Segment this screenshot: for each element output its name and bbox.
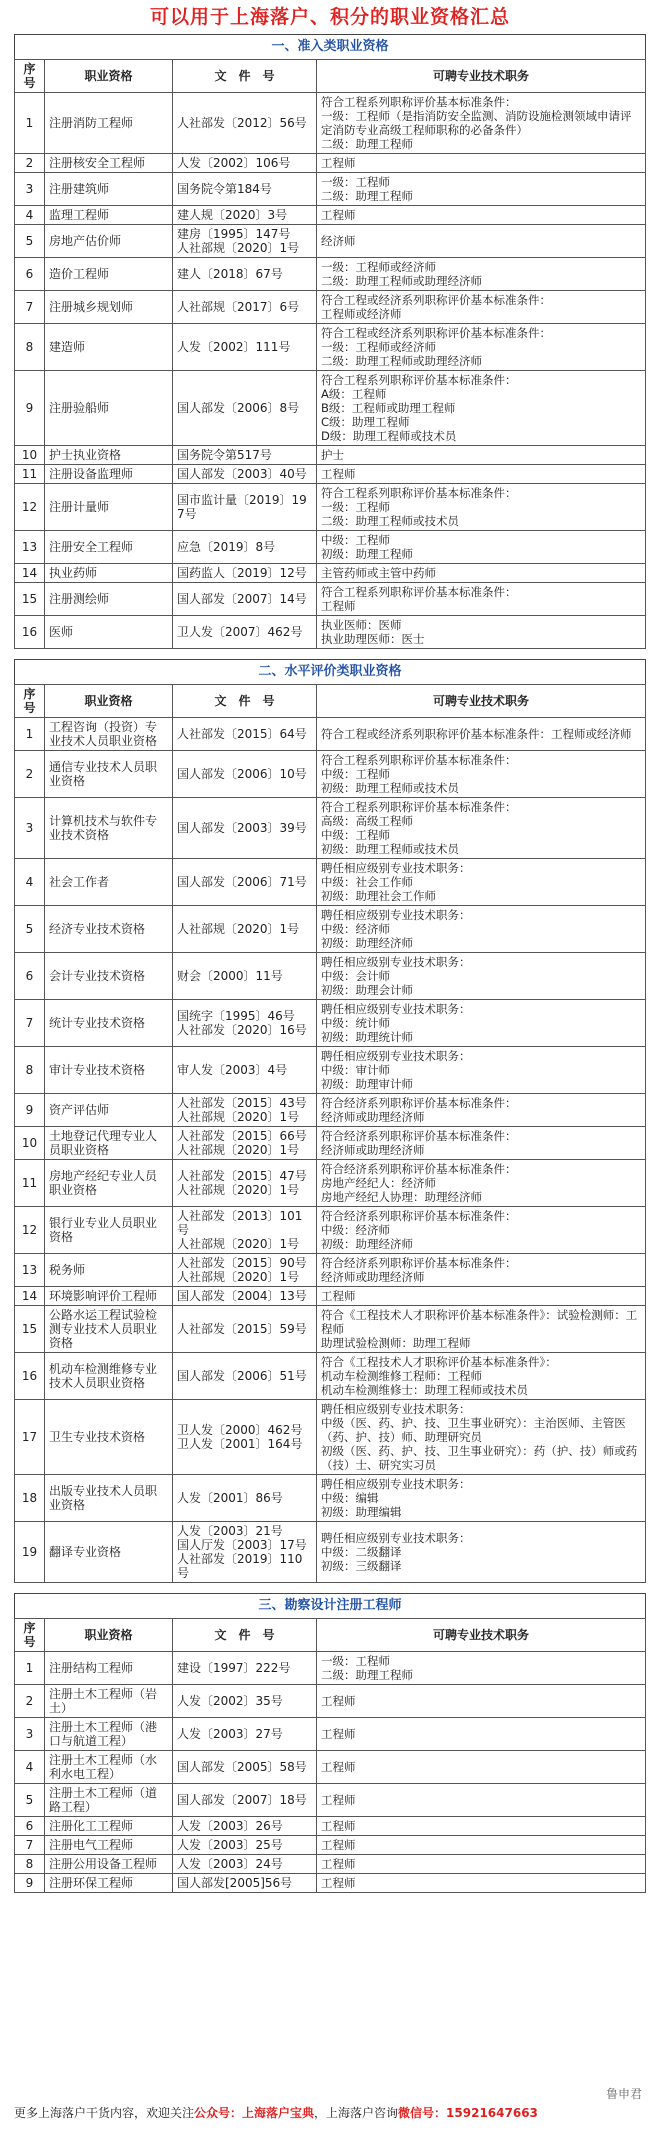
table-row [15, 718, 646, 751]
table-header-row [15, 685, 646, 718]
footer-gzh: 公众号：上海落户宝典 [194, 2106, 315, 2120]
qualification-table [14, 684, 646, 1583]
cell-doc: 人发〔2003〕21号 国人厅发〔2003〕17号 人社部发〔2019〕110号 [173, 1522, 317, 1583]
cell-job: 聘任相应级别专业技术职务： 中级：社会工作师 初级：助理社会工作师 [317, 859, 646, 906]
table-row [15, 953, 646, 1000]
cell-name: 银行业专业人员职业资格 [45, 1207, 173, 1254]
cell-doc: 国人部发〔2003〕40号 [173, 465, 317, 484]
cell-doc: 国人部发〔2007〕18号 [173, 1784, 317, 1817]
cell-name: 注册建筑师 [45, 173, 173, 206]
cell-name: 注册电气工程师 [45, 1836, 173, 1855]
cell-no: 1 [15, 1652, 45, 1685]
cell-doc: 审人发〔2003〕4号 [173, 1047, 317, 1094]
cell-no: 10 [15, 446, 45, 465]
cell-no: 9 [15, 1094, 45, 1127]
cell-no: 6 [15, 953, 45, 1000]
footer [14, 2102, 646, 2124]
cell-no: 7 [15, 291, 45, 324]
cell-doc: 国市监计量〔2019〕197号 [173, 484, 317, 531]
section-title: 三、勘察设计注册工程师 [14, 1593, 646, 1618]
table-row [15, 173, 646, 206]
cell-job: 护士 [317, 446, 646, 465]
cell-doc: 人发〔2002〕111号 [173, 324, 317, 371]
table-header-row [15, 60, 646, 93]
cell-name: 资产评估师 [45, 1094, 173, 1127]
cell-name: 土地登记代理专业人员职业资格 [45, 1127, 173, 1160]
header-no: 序号 [15, 685, 45, 718]
table-row [15, 1685, 646, 1718]
cell-doc: 人发〔2003〕24号 [173, 1855, 317, 1874]
table-row [15, 465, 646, 484]
cell-doc: 国人部发〔2005〕58号 [173, 1751, 317, 1784]
table-row [15, 1817, 646, 1836]
cell-name: 计算机技术与软件专业技术资格 [45, 798, 173, 859]
table-header-row [15, 1619, 646, 1652]
cell-job: 聘任相应级别专业技术职务： 中级：审计师 初级：助理审计师 [317, 1047, 646, 1094]
cell-name: 房地产估价师 [45, 225, 173, 258]
table-row [15, 1353, 646, 1400]
cell-no: 1 [15, 93, 45, 154]
cell-no: 9 [15, 1874, 45, 1893]
cell-job: 执业医师：医师 执业助理医师：医士 [317, 616, 646, 649]
cell-name: 审计专业技术资格 [45, 1047, 173, 1094]
cell-no: 8 [15, 324, 45, 371]
cell-job: 工程师 [317, 1784, 646, 1817]
table-row [15, 531, 646, 564]
cell-job: 工程师 [317, 1874, 646, 1893]
cell-name: 注册设备监理师 [45, 465, 173, 484]
header-job: 可聘专业技术职务 [317, 1619, 646, 1652]
cell-job: 符合经济系列职称评价基本标准条件： 经济师或助理经济师 [317, 1254, 646, 1287]
cell-no: 5 [15, 225, 45, 258]
cell-no: 4 [15, 1751, 45, 1784]
table-row [15, 291, 646, 324]
cell-no: 2 [15, 751, 45, 798]
cell-doc: 建人规〔2020〕3号 [173, 206, 317, 225]
cell-name: 税务师 [45, 1254, 173, 1287]
cell-doc: 人发〔2003〕27号 [173, 1718, 317, 1751]
cell-doc: 人社部发〔2015〕59号 [173, 1306, 317, 1353]
cell-no: 12 [15, 1207, 45, 1254]
table-row [15, 1855, 646, 1874]
cell-doc: 建设〔1997〕222号 [173, 1652, 317, 1685]
cell-name: 注册测绘师 [45, 583, 173, 616]
cell-no: 6 [15, 1817, 45, 1836]
table-row [15, 446, 646, 465]
header-name: 职业资格 [45, 1619, 173, 1652]
cell-no: 13 [15, 1254, 45, 1287]
cell-job: 符合经济系列职称评价基本标准条件： 房地产经纪人：经济师 房地产经纪人协理：助理经济师 [317, 1160, 646, 1207]
cell-job: 聘任相应级别专业技术职务： 中级：会计师 初级：助理会计师 [317, 953, 646, 1000]
cell-name: 注册验船师 [45, 371, 173, 446]
cell-no: 16 [15, 1353, 45, 1400]
cell-doc: 财会〔2000〕11号 [173, 953, 317, 1000]
cell-doc: 国人部发〔2006〕71号 [173, 859, 317, 906]
cell-job: 一级：工程师或经济师 二级：助理工程师或助理经济师 [317, 258, 646, 291]
cell-name: 工程咨询（投资）专业技术人员职业资格 [45, 718, 173, 751]
cell-name: 注册土木工程师（道路工程） [45, 1784, 173, 1817]
cell-no: 3 [15, 173, 45, 206]
cell-job: 符合《工程技术人才职称评价基本标准条件》： 机动车检测维修工程师：工程师 机动车检测维修士：助理工程师或技术员 [317, 1353, 646, 1400]
cell-doc: 应急〔2019〕8号 [173, 531, 317, 564]
cell-job: 工程师 [317, 1287, 646, 1306]
table-row [15, 1094, 646, 1127]
table-row [15, 371, 646, 446]
cell-job: 工程师 [317, 154, 646, 173]
footer-prefix: 更多上海落户干货内容，欢迎关注 [14, 2106, 195, 2120]
cell-job: 符合经济系列职称评价基本标准条件： 中级：经济师 初级：助理经济师 [317, 1207, 646, 1254]
table-row [15, 93, 646, 154]
footer-wechat-id: 微信号：15921647663 [398, 2106, 538, 2120]
cell-doc: 国务院令第517号 [173, 446, 317, 465]
cell-no: 7 [15, 1836, 45, 1855]
cell-doc: 国人部发〔2006〕10号 [173, 751, 317, 798]
cell-job: 主管药师或主管中药师 [317, 564, 646, 583]
cell-job: 工程师 [317, 206, 646, 225]
table-row [15, 583, 646, 616]
cell-name: 翻译专业资格 [45, 1522, 173, 1583]
cell-name: 注册计量师 [45, 484, 173, 531]
cell-no: 18 [15, 1475, 45, 1522]
table-row [15, 1874, 646, 1893]
table-row [15, 1836, 646, 1855]
cell-no: 11 [15, 465, 45, 484]
table-row [15, 1160, 646, 1207]
cell-job: 一级：工程师 二级：助理工程师 [317, 173, 646, 206]
qualification-table [14, 1618, 646, 1893]
table-row [15, 906, 646, 953]
cell-no: 17 [15, 1400, 45, 1475]
table-row [15, 751, 646, 798]
cell-name: 医师 [45, 616, 173, 649]
cell-job: 符合工程或经济系列职称评价基本标准条件： 工程师或经济师 [317, 291, 646, 324]
cell-name: 注册公用设备工程师 [45, 1855, 173, 1874]
cell-name: 环境影响评价工程师 [45, 1287, 173, 1306]
header-name: 职业资格 [45, 60, 173, 93]
cell-name: 统计专业技术资格 [45, 1000, 173, 1047]
table-row [15, 1751, 646, 1784]
section-title: 二、水平评价类职业资格 [14, 659, 646, 684]
cell-no: 14 [15, 564, 45, 583]
header-doc: 文 件 号 [173, 685, 317, 718]
cell-job: 聘任相应级别专业技术职务： 中级：统计师 初级：助理统计师 [317, 1000, 646, 1047]
header-doc: 文 件 号 [173, 1619, 317, 1652]
cell-job: 一级：工程师 二级：助理工程师 [317, 1652, 646, 1685]
cell-name: 造价工程师 [45, 258, 173, 291]
cell-name: 房地产经纪专业人员职业资格 [45, 1160, 173, 1207]
table-row [15, 154, 646, 173]
cell-job: 符合经济系列职称评价基本标准条件： 经济师或助理经济师 [317, 1094, 646, 1127]
table-row [15, 1718, 646, 1751]
cell-name: 注册安全工程师 [45, 531, 173, 564]
cell-no: 4 [15, 859, 45, 906]
cell-job: 符合工程系列职称评价基本标准条件： 一级：工程师 二级：助理工程师或技术员 [317, 484, 646, 531]
section-3 [14, 1593, 646, 1893]
header-no: 序号 [15, 60, 45, 93]
cell-name: 出版专业技术人员职业资格 [45, 1475, 173, 1522]
cell-doc: 建房〔1995〕147号 人社部规〔2020〕1号 [173, 225, 317, 258]
cell-no: 4 [15, 206, 45, 225]
cell-name: 注册土木工程师（岩土） [45, 1685, 173, 1718]
cell-no: 8 [15, 1047, 45, 1094]
cell-no: 6 [15, 258, 45, 291]
cell-doc: 国人部发〔2007〕14号 [173, 583, 317, 616]
qualification-table [14, 59, 646, 649]
cell-no: 2 [15, 154, 45, 173]
table-row [15, 258, 646, 291]
cell-name: 社会工作者 [45, 859, 173, 906]
header-job: 可聘专业技术职务 [317, 60, 646, 93]
table-row [15, 1306, 646, 1353]
table-row [15, 1400, 646, 1475]
table-row [15, 1254, 646, 1287]
cell-doc: 人社部发〔2015〕66号 人社部规〔2020〕1号 [173, 1127, 317, 1160]
cell-job: 工程师 [317, 1855, 646, 1874]
cell-no: 3 [15, 798, 45, 859]
cell-job: 符合工程系列职称评价基本标准条件： 一级：工程师（是指消防安全监测、消防设施检测领域申请评定消防专业高级工程师职称的必备条件） 二级：助理工程师 [317, 93, 646, 154]
cell-no: 13 [15, 531, 45, 564]
cell-job: 工程师 [317, 1751, 646, 1784]
cell-name: 注册核安全工程师 [45, 154, 173, 173]
wechat-watermark: 鲁申君 [605, 2087, 642, 2101]
cell-no: 12 [15, 484, 45, 531]
cell-job: 聘任相应级别专业技术职务： 中级：编辑 初级：助理编辑 [317, 1475, 646, 1522]
cell-doc: 人社部规〔2017〕6号 [173, 291, 317, 324]
cell-no: 16 [15, 616, 45, 649]
cell-doc: 人社部发〔2013〕101号 人社部规〔2020〕1号 [173, 1207, 317, 1254]
cell-doc: 人社部发〔2012〕56号 [173, 93, 317, 154]
cell-job: 符合工程系列职称评价基本标准条件： 中级：工程师 初级：助理工程师或技术员 [317, 751, 646, 798]
table-row [15, 324, 646, 371]
cell-job: 工程师 [317, 1817, 646, 1836]
cell-job: 中级：工程师 初级：助理工程师 [317, 531, 646, 564]
cell-no: 10 [15, 1127, 45, 1160]
cell-doc: 国人部发〔2004〕13号 [173, 1287, 317, 1306]
cell-doc: 人发〔2001〕86号 [173, 1475, 317, 1522]
cell-doc: 人社部发〔2015〕43号 人社部规〔2020〕1号 [173, 1094, 317, 1127]
cell-name: 卫生专业技术资格 [45, 1400, 173, 1475]
cell-job: 符合工程系列职称评价基本标准条件： 高级：高级工程师 中级：工程师 初级：助理工程师或技术员 [317, 798, 646, 859]
table-row [15, 206, 646, 225]
header-name: 职业资格 [45, 685, 173, 718]
cell-job: 符合工程系列职称评价基本标准条件： A级：工程师 B级：工程师或助理工程师 C级：助理工程师 D级：助理工程师或技术员 [317, 371, 646, 446]
cell-no: 19 [15, 1522, 45, 1583]
cell-no: 5 [15, 1784, 45, 1817]
cell-no: 3 [15, 1718, 45, 1751]
cell-name: 监理工程师 [45, 206, 173, 225]
cell-doc: 国人部发[2005]56号 [173, 1874, 317, 1893]
cell-doc: 人社部发〔2015〕64号 [173, 718, 317, 751]
table-row [15, 859, 646, 906]
page-title: 可以用于上海落户、积分的职业资格汇总 [149, 6, 510, 28]
cell-doc: 人社部发〔2015〕47号 人社部规〔2020〕1号 [173, 1160, 317, 1207]
cell-job: 符合经济系列职称评价基本标准条件： 经济师或助理经济师 [317, 1127, 646, 1160]
cell-job: 符合工程或经济系列职称评价基本标准条件：工程师或经济师 [317, 718, 646, 751]
cell-doc: 人发〔2003〕25号 [173, 1836, 317, 1855]
cell-name: 注册土木工程师（港口与航道工程） [45, 1718, 173, 1751]
cell-name: 经济专业技术资格 [45, 906, 173, 953]
cell-no: 7 [15, 1000, 45, 1047]
cell-doc: 卫人发〔2007〕462号 [173, 616, 317, 649]
cell-no: 11 [15, 1160, 45, 1207]
table-row [15, 484, 646, 531]
cell-job: 聘任相应级别专业技术职务： 中级：二级翻译 初级：三级翻译 [317, 1522, 646, 1583]
header-doc: 文 件 号 [173, 60, 317, 93]
table-row [15, 1784, 646, 1817]
cell-name: 注册结构工程师 [45, 1652, 173, 1685]
cell-job: 工程师 [317, 465, 646, 484]
table-row [15, 1000, 646, 1047]
cell-name: 公路水运工程试验检测专业技术人员职业资格 [45, 1306, 173, 1353]
table-row [15, 1207, 646, 1254]
cell-job: 聘任相应级别专业技术职务： 中级（医、药、护、技、卫生事业研究）：主治医师、主管医（药、护、技）师、助理研究员 初级（医、药、护、技、卫生事业研究）：药（护、技）师或药（技）士、研究实习员 [317, 1400, 646, 1475]
cell-no: 5 [15, 906, 45, 953]
cell-name: 护士执业资格 [45, 446, 173, 465]
cell-job: 工程师 [317, 1836, 646, 1855]
header-no: 序号 [15, 1619, 45, 1652]
sections-container [14, 34, 646, 1893]
cell-job: 符合工程或经济系列职称评价基本标准条件： 一级：工程师或经济师 二级：助理工程师或助理经济师 [317, 324, 646, 371]
table-row [15, 1652, 646, 1685]
cell-job: 符合工程系列职称评价基本标准条件： 工程师 [317, 583, 646, 616]
cell-doc: 国人部发〔2006〕8号 [173, 371, 317, 446]
cell-name: 注册土木工程师（水利水电工程） [45, 1751, 173, 1784]
cell-doc: 国统字〔1995〕46号 人社部发〔2020〕16号 [173, 1000, 317, 1047]
cell-job: 经济师 [317, 225, 646, 258]
header-job: 可聘专业技术职务 [317, 685, 646, 718]
cell-no: 9 [15, 371, 45, 446]
cell-name: 机动车检测维修专业技术人员职业资格 [45, 1353, 173, 1400]
cell-name: 注册环保工程师 [45, 1874, 173, 1893]
cell-job: 工程师 [317, 1718, 646, 1751]
table-row [15, 564, 646, 583]
section-2 [14, 659, 646, 1583]
cell-job: 符合《工程技术人才职称评价基本标准条件》：试验检测师：工程师 助理试验检测师：助理工程师 [317, 1306, 646, 1353]
table-row [15, 1047, 646, 1094]
table-row [15, 798, 646, 859]
cell-name: 执业药师 [45, 564, 173, 583]
cell-doc: 人发〔2003〕26号 [173, 1817, 317, 1836]
cell-name: 注册化工工程师 [45, 1817, 173, 1836]
cell-no: 15 [15, 583, 45, 616]
cell-name: 建造师 [45, 324, 173, 371]
cell-no: 1 [15, 718, 45, 751]
cell-doc: 国人部发〔2006〕51号 [173, 1353, 317, 1400]
table-row [15, 1522, 646, 1583]
footer-mid: ，上海落户咨询 [314, 2106, 399, 2120]
cell-doc: 卫人发〔2000〕462号 卫人发〔2001〕164号 [173, 1400, 317, 1475]
cell-name: 注册消防工程师 [45, 93, 173, 154]
cell-doc: 人发〔2002〕106号 [173, 154, 317, 173]
cell-no: 2 [15, 1685, 45, 1718]
cell-doc: 人社部发〔2015〕90号 人社部规〔2020〕1号 [173, 1254, 317, 1287]
cell-name: 会计专业技术资格 [45, 953, 173, 1000]
table-row [15, 1127, 646, 1160]
cell-doc: 国务院令第184号 [173, 173, 317, 206]
cell-name: 通信专业技术人员职业资格 [45, 751, 173, 798]
table-row [15, 616, 646, 649]
table-row [15, 1475, 646, 1522]
cell-doc: 建人〔2018〕67号 [173, 258, 317, 291]
section-title: 一、准入类职业资格 [14, 34, 646, 59]
section-1 [14, 34, 646, 649]
table-row [15, 1287, 646, 1306]
cell-no: 8 [15, 1855, 45, 1874]
cell-job: 工程师 [317, 1685, 646, 1718]
table-row [15, 225, 646, 258]
cell-job: 聘任相应级别专业技术职务： 中级：经济师 初级：助理经济师 [317, 906, 646, 953]
cell-doc: 国药监人〔2019〕12号 [173, 564, 317, 583]
cell-no: 14 [15, 1287, 45, 1306]
cell-doc: 人社部规〔2020〕1号 [173, 906, 317, 953]
cell-no: 15 [15, 1306, 45, 1353]
cell-doc: 国人部发〔2003〕39号 [173, 798, 317, 859]
cell-doc: 人发〔2002〕35号 [173, 1685, 317, 1718]
cell-name: 注册城乡规划师 [45, 291, 173, 324]
